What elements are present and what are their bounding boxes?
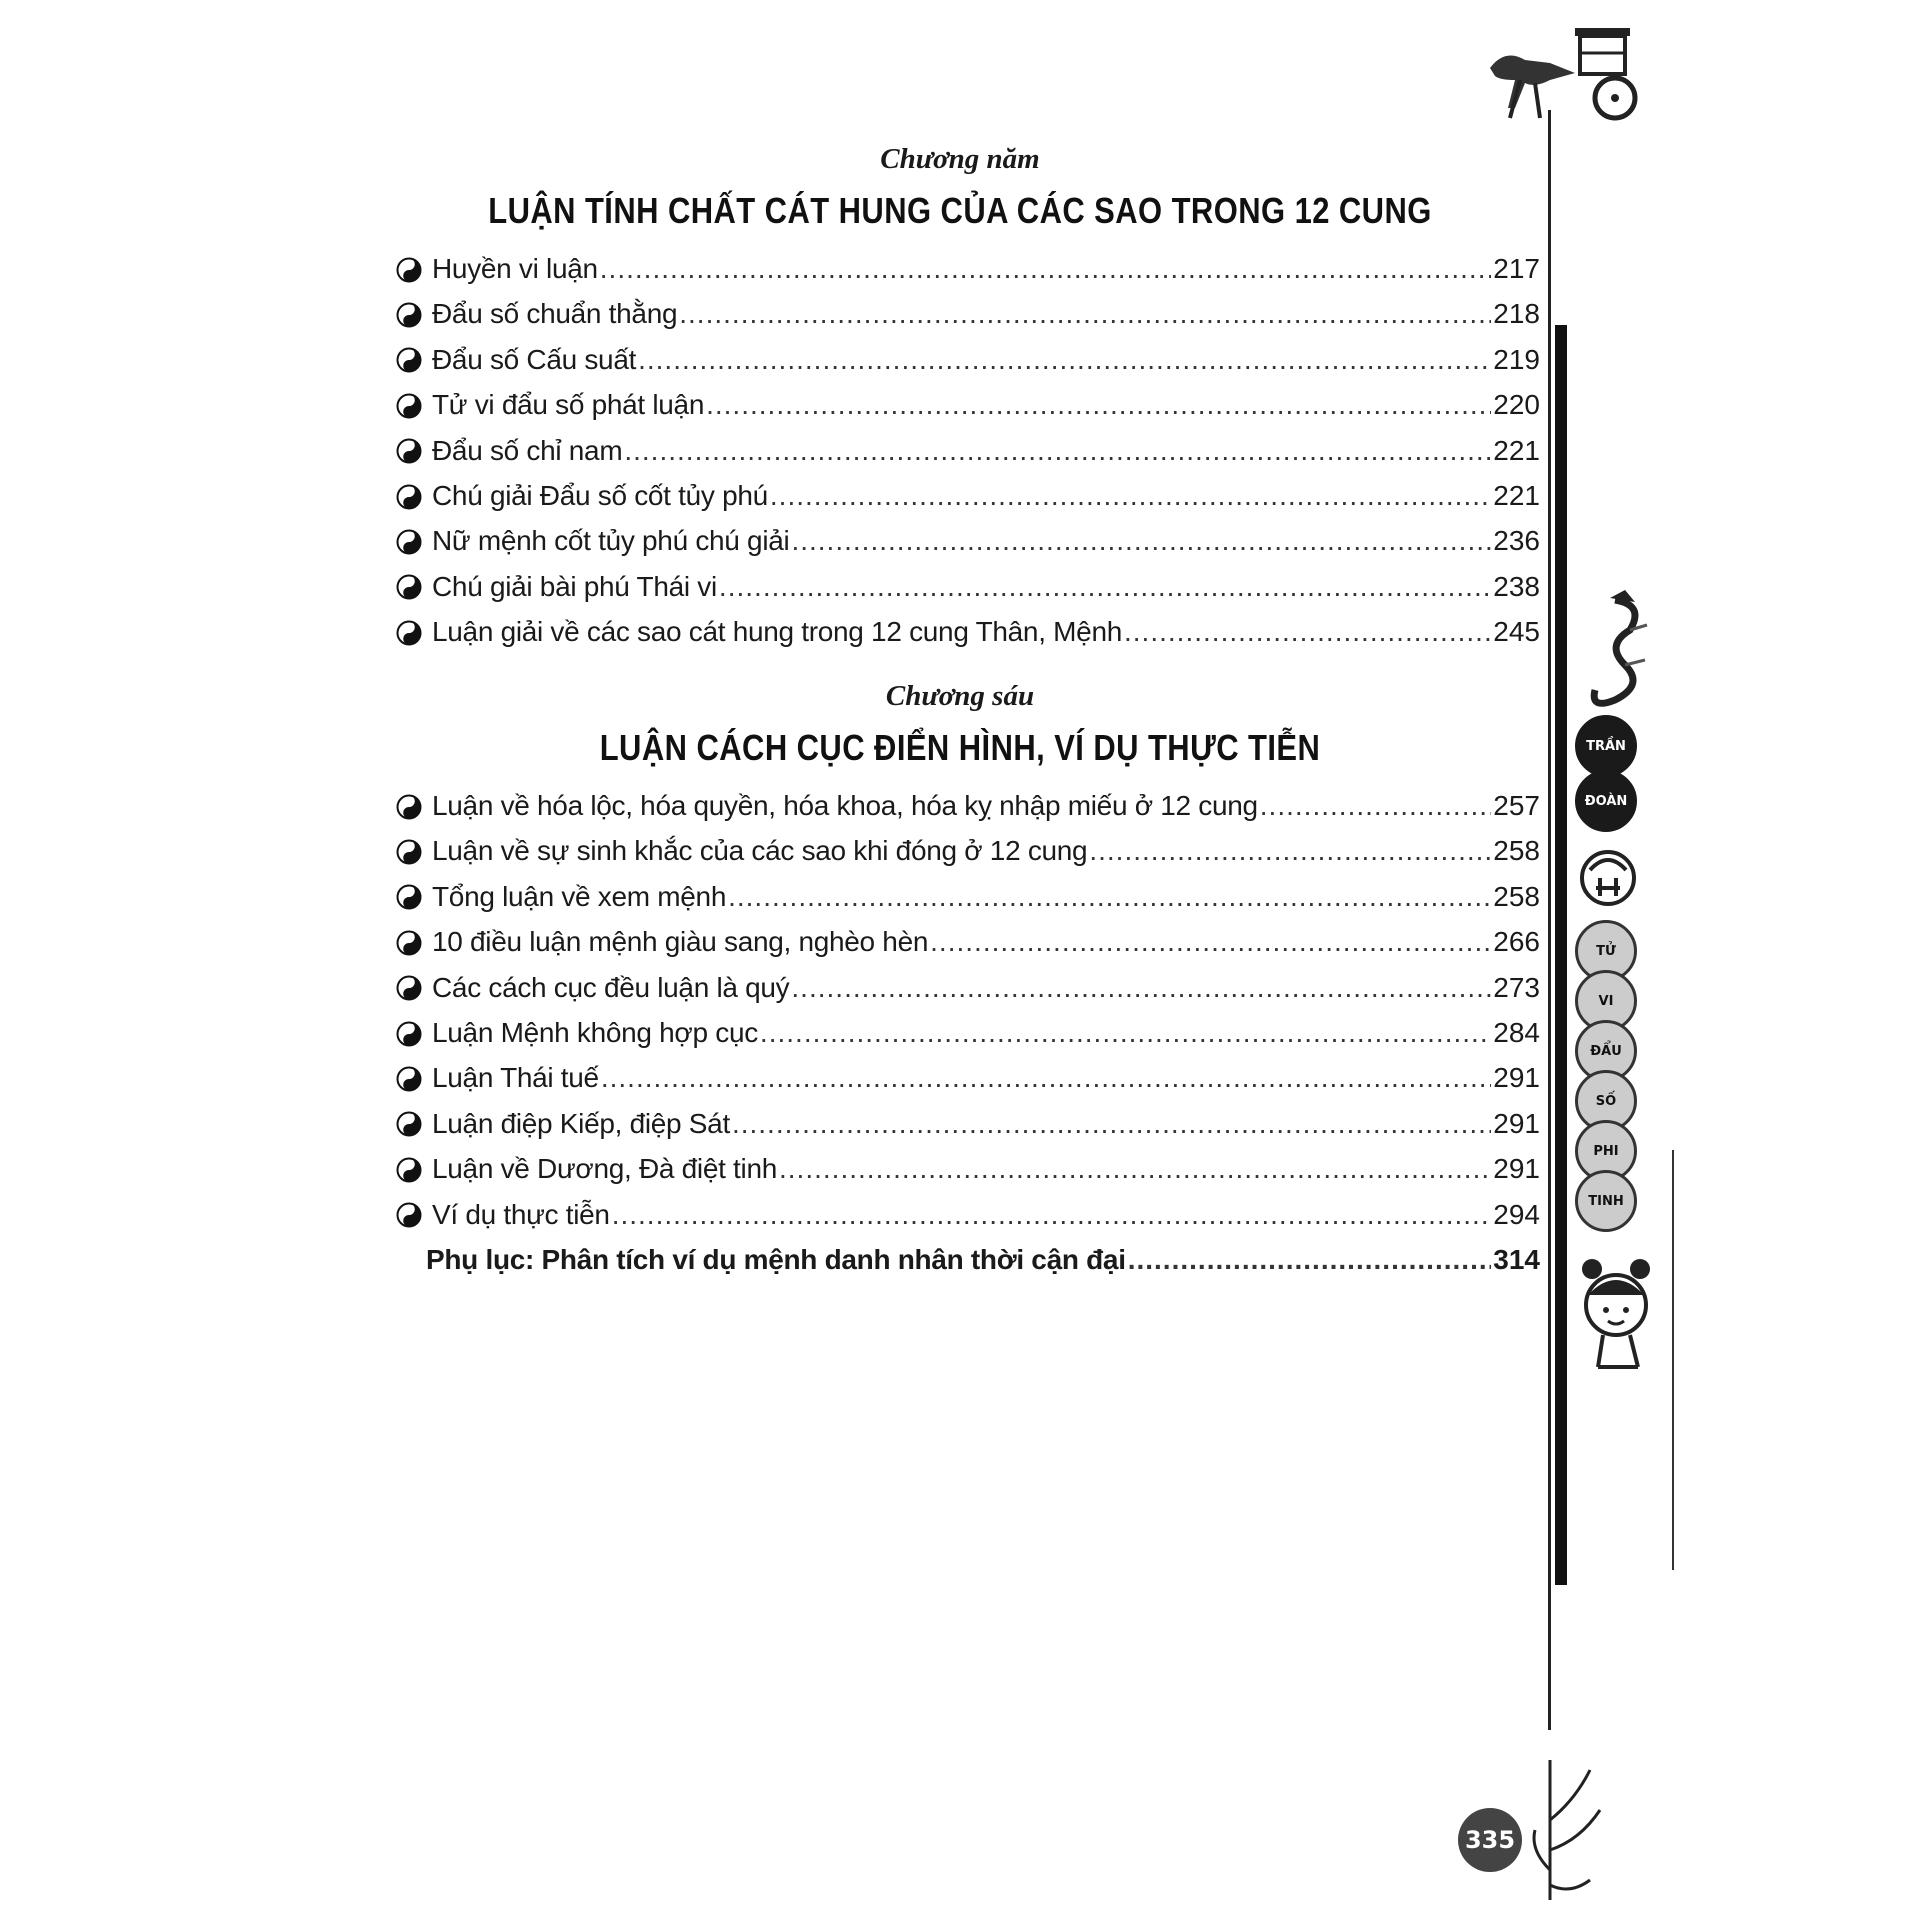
toc-entry — [396, 965, 1540, 1010]
yin-yang-icon — [396, 975, 422, 1001]
yin-yang-icon — [396, 1202, 422, 1228]
toc-entry — [396, 428, 1540, 473]
yin-yang-icon — [396, 1066, 422, 1092]
leader-dots — [732, 1101, 1491, 1146]
toc-entry-page: 245 — [1493, 616, 1540, 648]
yin-yang-icon — [396, 620, 422, 646]
side-circle-label: VI — [1575, 970, 1637, 1032]
chapter-6-title: LUẬN CÁCH CỤC ĐIỂN HÌNH, VÍ DỤ THỰC TIỄN — [599, 727, 1321, 768]
leader-dots — [770, 473, 1491, 518]
toc-entry-page: 294 — [1493, 1198, 1540, 1230]
toc-entry-text: Luận giải về các sao cát hung trong 12 cung Thân, Mệnh — [432, 616, 1122, 648]
toc-entry-text: Luận Thái tuế — [432, 1062, 599, 1094]
yin-yang-icon — [396, 529, 422, 555]
appendix-text: Phụ lục: Phân tích ví dụ mệnh danh nhân thời cận đại — [426, 1244, 1126, 1275]
dragon-icon — [1575, 590, 1655, 720]
child-icon — [1578, 1255, 1658, 1375]
leader-dots — [600, 246, 1492, 291]
toc-entry-page: 220 — [1493, 389, 1540, 421]
yin-yang-icon — [396, 884, 422, 910]
toc-entry — [396, 1192, 1540, 1237]
toc-entry — [396, 382, 1540, 427]
toc-entry-text: Các cách cục đều luận là quý — [432, 971, 790, 1003]
toc-entry-text: Đẩu số chuẩn thằng — [432, 298, 678, 330]
toc-entry-page: 221 — [1493, 434, 1540, 466]
toc-entry-text: 10 điều luận mệnh giàu sang, nghèo hèn — [432, 926, 929, 958]
page-number-badge: 335 — [1458, 1808, 1522, 1872]
toc-entry — [396, 1146, 1540, 1191]
yin-yang-icon — [396, 574, 422, 600]
leader-dots — [679, 291, 1491, 336]
toc-entry-page: 217 — [1493, 253, 1540, 284]
toc-entry-page: 266 — [1493, 926, 1540, 958]
vertical-rule — [1548, 110, 1551, 1730]
yin-yang-icon — [396, 930, 422, 956]
yin-yang-icon — [396, 484, 422, 510]
toc-entry-page: 291 — [1493, 1062, 1540, 1094]
toc-entry — [396, 1010, 1540, 1055]
toc-entry-text: Huyền vi luận — [432, 253, 598, 284]
toc-entry-page: 291 — [1493, 1107, 1540, 1139]
leader-dots — [1089, 828, 1491, 873]
toc-entry-text: Nữ mệnh cốt tủy phú chú giải — [432, 525, 790, 557]
toc-entry — [396, 1101, 1540, 1146]
toc-entry-page: 258 — [1493, 880, 1540, 912]
yin-yang-icon — [396, 1111, 422, 1137]
appendix-entry — [396, 1237, 1540, 1282]
toc-entry-text: Luận Mệnh không hợp cục — [432, 1016, 758, 1048]
yin-yang-icon — [396, 1157, 422, 1183]
leader-dots — [719, 564, 1491, 609]
toc-entry — [396, 919, 1540, 964]
leader-dots — [624, 428, 1491, 473]
leader-dots — [601, 1055, 1491, 1100]
yin-yang-icon — [396, 1021, 422, 1047]
toc-entry — [396, 874, 1540, 919]
chapter-6-toc — [396, 783, 1540, 1237]
vertical-rule-right — [1672, 1150, 1674, 1570]
toc-entry-text: Tử vi đẩu số phát luận — [432, 389, 705, 421]
toc-entry-text: Luận điệp Kiếp, điệp Sát — [432, 1107, 730, 1139]
leader-dots — [612, 1192, 1492, 1237]
appendix-toc — [396, 1237, 1540, 1282]
toc-entry — [396, 783, 1540, 828]
toc-entry-page: 291 — [1493, 1153, 1540, 1185]
toc-entry-page: 218 — [1493, 298, 1540, 330]
leader-dots — [791, 518, 1491, 563]
appendix-page: 314 — [1493, 1244, 1540, 1275]
side-circle-label: ĐẨU — [1575, 1020, 1637, 1082]
leader-dots — [930, 919, 1491, 964]
yin-yang-icon — [396, 257, 422, 283]
toc-entry — [396, 828, 1540, 873]
leader-dots — [1128, 1237, 1492, 1282]
toc-entry-page: 258 — [1493, 835, 1540, 867]
side-circle-label: TINH — [1575, 1170, 1637, 1232]
yin-yang-icon — [396, 393, 422, 419]
yin-yang-icon — [396, 839, 422, 865]
leader-dots — [1260, 783, 1492, 828]
leader-dots — [791, 965, 1491, 1010]
chapter-5-subtitle: Chương năm — [880, 143, 1040, 175]
leader-dots — [706, 382, 1491, 427]
toc-entry-page: 219 — [1493, 343, 1540, 375]
toc-entry-page: 236 — [1493, 525, 1540, 557]
toc-entry-text: Luận về Dương, Đà điệt tinh — [432, 1153, 777, 1185]
leader-dots — [760, 1010, 1491, 1055]
toc-entry-text: Ví dụ thực tiễn — [432, 1198, 610, 1230]
leader-dots — [779, 1146, 1491, 1191]
toc-entry-page: 257 — [1493, 790, 1540, 821]
leader-dots — [1124, 609, 1491, 654]
plant-icon — [1530, 1760, 1620, 1910]
toc-entry — [396, 1055, 1540, 1100]
toc-entry — [396, 518, 1540, 563]
side-circle-label: TỬ — [1575, 920, 1637, 982]
toc-entry-text: Tổng luận về xem mệnh — [432, 880, 727, 912]
toc-entry-page: 221 — [1493, 479, 1540, 511]
chapter-5-title: LUẬN TÍNH CHẤT CÁT HUNG CỦA CÁC SAO TRONG 12 CUNG — [488, 190, 1432, 231]
yin-yang-icon — [396, 438, 422, 464]
toc-entry — [396, 337, 1540, 382]
ornament-icon — [1578, 848, 1638, 908]
side-circle-label: TRẦN — [1575, 715, 1637, 777]
toc-entry-text: Đẩu số Cấu suất — [432, 343, 637, 375]
toc-entry-text: Luận về hóa lộc, hóa quyền, hóa khoa, hóa kỵ nhập miếu ở 12 cung — [432, 790, 1258, 821]
toc-entry-text: Chú giải Đẩu số cốt tủy phú — [432, 479, 768, 511]
toc-entry — [396, 564, 1540, 609]
side-circle-label: SỐ — [1575, 1070, 1637, 1132]
chapter-5-toc — [396, 246, 1540, 655]
side-circle-label: ĐOÀN — [1575, 770, 1637, 832]
side-circle-label: PHI — [1575, 1120, 1637, 1182]
side-bar — [1555, 325, 1567, 1585]
toc-entry-text: Đẩu số chỉ nam — [432, 434, 623, 466]
chapter-6-subtitle: Chương sáu — [885, 680, 1035, 712]
yin-yang-icon — [396, 794, 422, 820]
toc-entry-page: 238 — [1493, 570, 1540, 602]
toc-entry — [396, 291, 1540, 336]
yin-yang-icon — [396, 347, 422, 373]
toc-entry-page: 273 — [1493, 971, 1540, 1003]
toc-entry — [396, 609, 1540, 654]
toc-entry-text: Luận về sự sinh khắc của các sao khi đóng ở 12 cung — [432, 835, 1088, 867]
toc-entry — [396, 473, 1540, 518]
horse-cart-icon — [1480, 18, 1660, 128]
yin-yang-icon — [396, 302, 422, 328]
leader-dots — [638, 337, 1491, 382]
toc-entry — [396, 246, 1540, 291]
toc-entry-text: Chú giải bài phú Thái vi — [432, 570, 717, 602]
leader-dots — [728, 874, 1491, 919]
toc-entry-page: 284 — [1493, 1016, 1540, 1048]
